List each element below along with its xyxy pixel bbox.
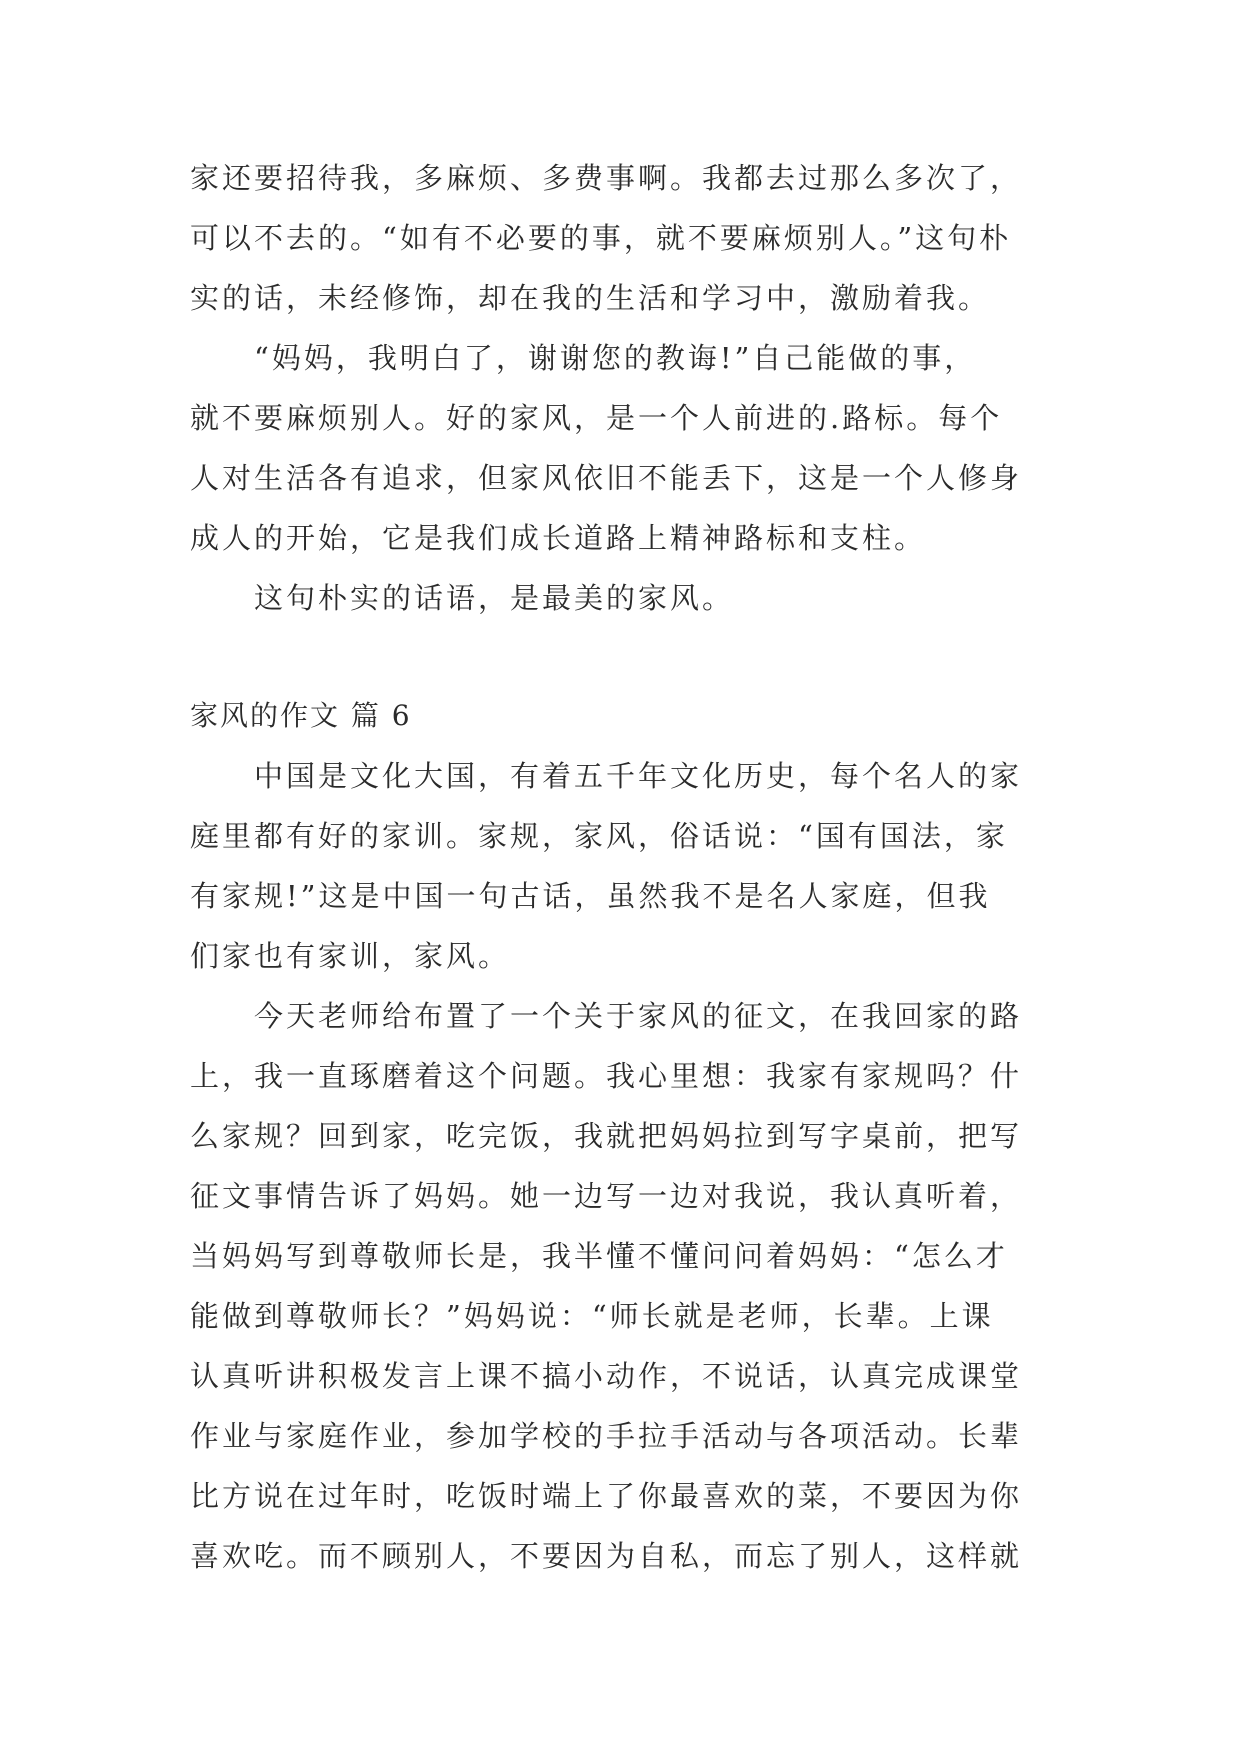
text-line: 认真听讲积极发言上课不搞小动作，不说话，认真完成课堂 [190, 1359, 1023, 1393]
text-line: 能做到尊敬师长？”妈妈说：“师长就是老师，长辈。上课 [190, 1299, 994, 1333]
text-line: 当妈妈写到尊敬师长是，我半懂不懂问问着妈妈：“怎么才 [190, 1239, 1008, 1273]
text-line: 中国是文化大国，有着五千年文化历史，每个名人的家 [254, 759, 1023, 793]
text-line: 比方说在过年时，吃饭时端上了你最喜欢的菜，不要因为你 [190, 1479, 1023, 1513]
text-line: 人对生活各有追求，但家风依旧不能丢下，这是一个人修身 [190, 461, 1023, 495]
text-line: 征文事情告诉了妈妈。她一边写一边对我说，我认真听着， [190, 1179, 1023, 1213]
text-line: 实的话，未经修饰，却在我的生活和学习中，激励着我。 [190, 281, 991, 315]
section-heading: 家风的作文 篇 6 [190, 699, 412, 732]
paragraph-continued [190, 160, 1070, 316]
text-line: 这句朴实的话语，是最美的家风。 [254, 581, 735, 615]
text-line: 庭里都有好的家训。家规，家风，俗话说：“国有国法，家 [190, 819, 1008, 853]
section-gap [190, 640, 1070, 698]
text-line: 可以不去的。“如有不必要的事，就不要麻烦别人。”这句朴 [190, 221, 1012, 255]
text-line: 上，我一直琢磨着这个问题。我心里想：我家有家规吗？什 [190, 1059, 1023, 1093]
paragraph-5 [190, 998, 1070, 1574]
text-line: 就不要麻烦别人。好的家风，是一个人前进的.路标。每个 [190, 401, 1003, 435]
text-line: “妈妈，我明白了，谢谢您的教诲!”自己能做的事， [254, 341, 977, 375]
text-line: 们家也有家训，家风。 [190, 939, 511, 973]
paragraph-2 [190, 340, 1070, 556]
paragraph-3 [190, 580, 1070, 616]
text-line: 今天老师给布置了一个关于家风的征文，在我回家的路 [254, 999, 1023, 1033]
text-line: 作业与家庭作业，参加学校的手拉手活动与各项活动。长辈 [190, 1419, 1023, 1453]
text-line: 喜欢吃。而不顾别人，不要因为自私，而忘了别人，这样就 [190, 1539, 1023, 1573]
section-heading-block [190, 698, 1070, 734]
text-line: 有家规!”这是中国一句古话，虽然我不是名人家庭，但我 [190, 879, 991, 913]
document-body [190, 160, 1070, 1598]
text-line: 家还要招待我，多麻烦、多费事啊。我都去过那么多次了， [190, 161, 1023, 195]
text-line: 成人的开始，它是我们成长道路上精神路标和支柱。 [190, 521, 927, 555]
paragraph-4 [190, 758, 1070, 974]
text-line: 么家规？回到家，吃完饭，我就把妈妈拉到写字桌前，把写 [190, 1119, 1023, 1153]
